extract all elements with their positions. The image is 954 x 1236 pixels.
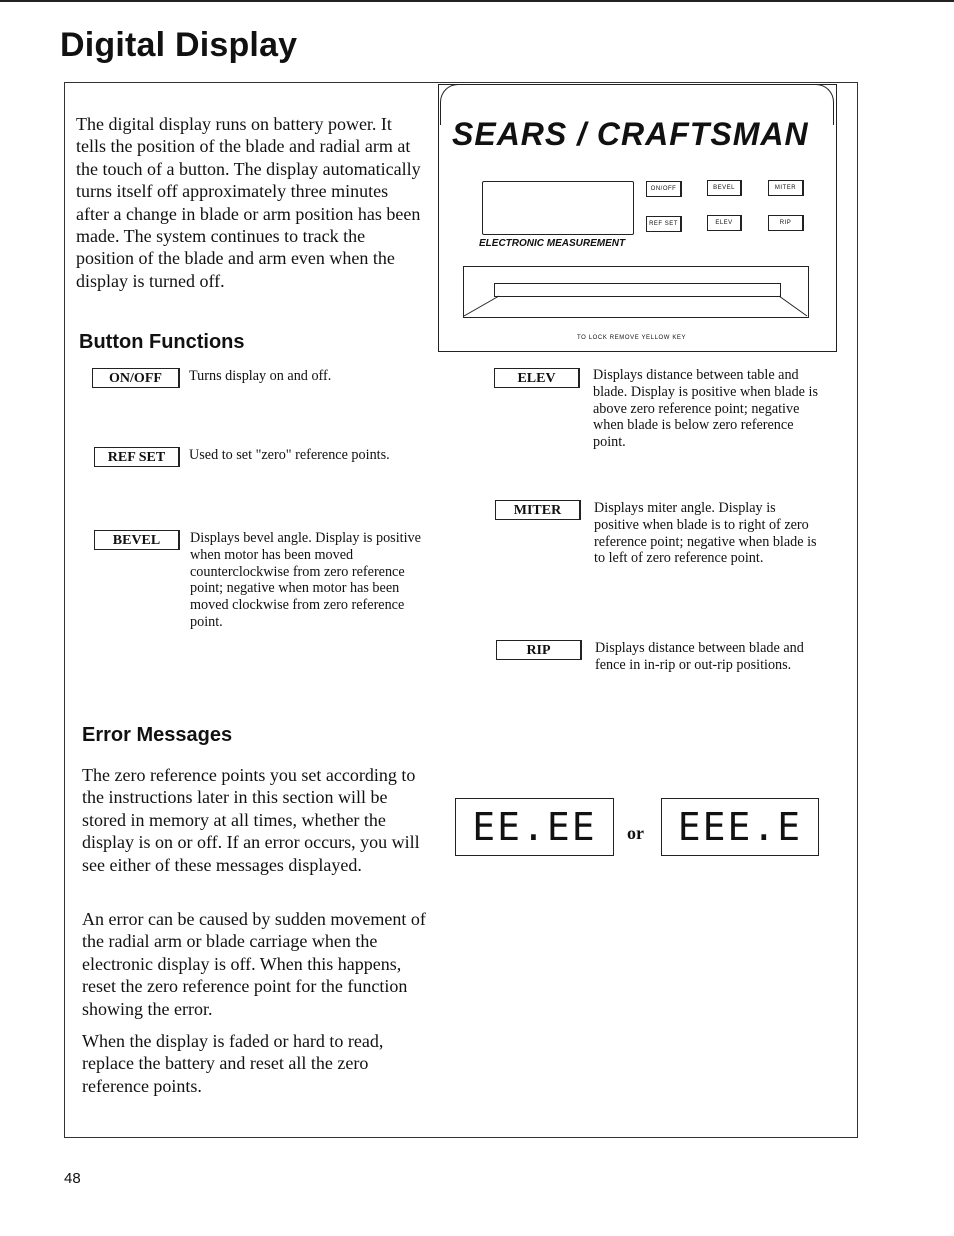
bevel-description: Displays bevel angle. Display is positive when motor has been moved counterclockwise from zero reference point; negative when motor has been moved clockwise from zero reference point.	[190, 530, 421, 630]
error-messages-heading: Error Messages	[82, 724, 233, 746]
panel-elev-button: ELEV	[707, 215, 742, 231]
page-title: Digital Display	[60, 26, 298, 64]
or-label: or	[627, 823, 644, 843]
bevel-key: BEVEL	[94, 530, 180, 550]
error-display-a: EE.EE	[455, 798, 614, 856]
slot-corner-lines	[463, 266, 809, 318]
button-functions-heading: Button Functions	[79, 331, 245, 353]
panel-caption: ELECTRONIC MEASUREMENT	[479, 238, 626, 249]
rip-description: Displays distance between blade and fence in in-rip or out-rip positions.	[595, 640, 804, 673]
refset-description: Used to set "zero" reference points.	[189, 447, 390, 463]
page-number: 48	[64, 1170, 81, 1187]
error-paragraph-2: An error can be caused by sudden movement of the radial arm or blade carriage when the electronic display is off. When this happens, reset the zero reference point for the function showing the error.	[82, 909, 426, 1019]
panel-readout-window	[482, 181, 634, 235]
onoff-description: Turns display on and off.	[189, 368, 332, 384]
top-rule	[0, 0, 954, 2]
rip-key: RIP	[496, 640, 582, 660]
refset-key: REF SET	[94, 447, 180, 467]
elev-description: Displays distance between table and blade. Display is positive when blade is above zero reference point; negative when blade is below zero reference point.	[593, 367, 818, 451]
panel-onoff-button: ON/OFF	[646, 181, 682, 197]
onoff-key: ON/OFF	[92, 368, 180, 388]
panel-miter-button: MITER	[768, 180, 804, 196]
miter-key: MITER	[495, 500, 581, 520]
error-paragraph-1: The zero reference points you set according to the instructions later in this section will be stored in memory at all times, whether the display is on or off. If an error occurs, you will see either of these messages displayed.	[82, 765, 420, 875]
elev-key: ELEV	[494, 368, 580, 388]
lock-note: TO LOCK REMOVE YELLOW KEY	[577, 335, 687, 341]
brand-logo: SEARS / CRAFTSMAN	[452, 116, 809, 152]
intro-paragraph: The digital display runs on battery power. It tells the position of the blade and radial arm at the touch of a button. The display automatically turns itself off approximately three minutes after a change in blade or arm position has been made. The system continues to track the position of the blade and arm even when the display is turned off.	[76, 114, 421, 291]
error-paragraph-3: When the display is faded or hard to read, replace the battery and reset all the zero reference points.	[82, 1031, 384, 1096]
miter-description: Displays miter angle. Display is positive when blade is to right of zero reference point; negative when blade is to left of zero reference point.	[594, 500, 817, 567]
panel-rip-button: RIP	[768, 215, 804, 231]
panel-bevel-button: BEVEL	[707, 180, 742, 196]
error-display-b: EEE.E	[661, 798, 819, 856]
panel-refset-button: REF SET	[646, 216, 682, 232]
